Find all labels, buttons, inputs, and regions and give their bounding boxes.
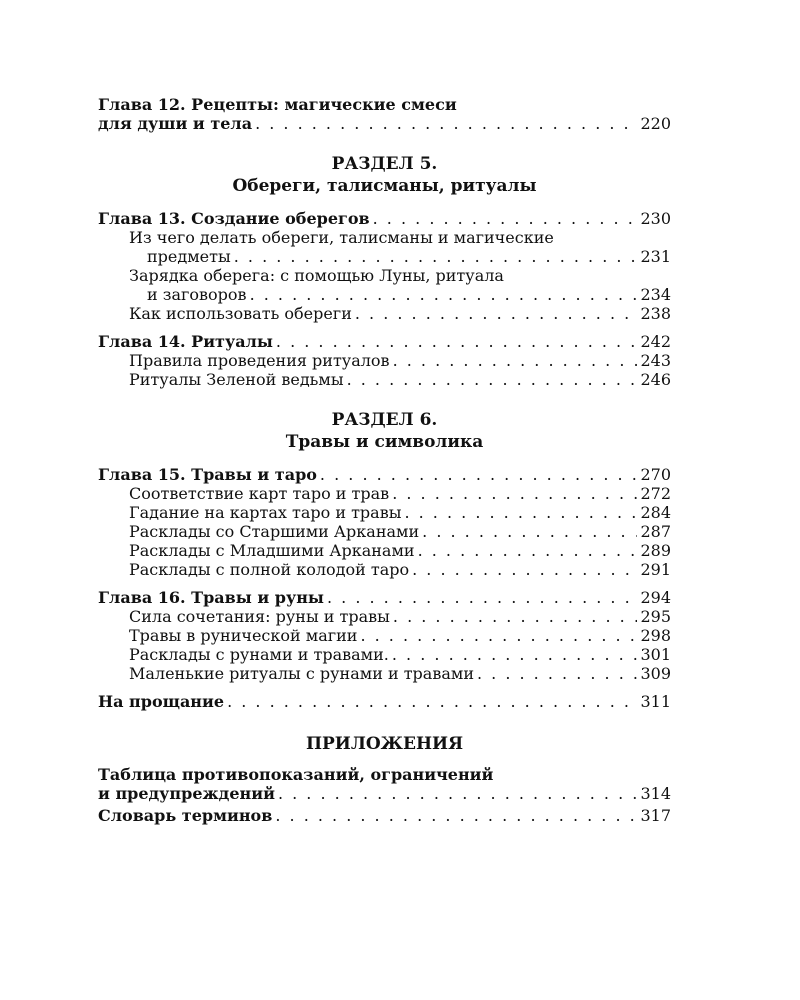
leader-dots — [347, 370, 638, 389]
chapter-title-line1: Глава 12. Рецепты: магические смеси — [98, 95, 457, 114]
chapter-title-line1: Таблица противопоказаний, ограничений — [98, 765, 494, 784]
subitem-title: Маленькие ритуалы с рунами и травами — [129, 664, 474, 683]
toc-subitem[interactable] — [98, 607, 671, 626]
spacer — [98, 579, 671, 588]
toc-subitem[interactable] — [98, 664, 671, 683]
spacer — [98, 683, 671, 692]
toc-subitem[interactable] — [98, 503, 671, 522]
leader-dots — [327, 588, 637, 607]
section-title: Травы и символика — [285, 432, 484, 452]
subitem-title: Расклады с полной колодой таро — [129, 560, 410, 579]
page-number: 246 — [640, 370, 671, 389]
leader-dots — [355, 304, 638, 323]
toc-subitem[interactable] — [98, 266, 671, 304]
chapter-title-line2-row — [98, 784, 671, 803]
page-number: 231 — [640, 247, 671, 266]
toc-subitem[interactable] — [98, 351, 671, 370]
page-number: 289 — [640, 541, 671, 560]
toc-chapter-12[interactable] — [98, 95, 671, 133]
chapter-title: Глава 16. Травы и руны — [98, 588, 324, 607]
chapter-title-line2: для души и тела — [98, 114, 253, 133]
spacer — [98, 323, 671, 332]
section-label: РАЗДЕЛ 6. — [331, 410, 438, 430]
subitem-line2-row — [129, 285, 671, 304]
page-number: 242 — [640, 332, 671, 351]
subitem-title: Правила проведения ритуалов — [129, 351, 390, 370]
chapter-title: Словарь терминов — [98, 806, 273, 825]
toc-subitem[interactable] — [98, 484, 671, 503]
toc-subitem[interactable] — [98, 560, 671, 579]
chapter-title: На прощание — [98, 692, 225, 711]
page-number: 270 — [640, 465, 671, 484]
leader-dots — [250, 285, 638, 304]
subitem-title: Травы в рунической магии — [129, 626, 358, 645]
leader-dots — [275, 806, 637, 825]
toc-subitem[interactable] — [98, 645, 671, 664]
chapter-title: Глава 15. Травы и таро — [98, 465, 317, 484]
leader-dots — [227, 692, 637, 711]
toc-appendix-glossary[interactable] — [98, 806, 671, 825]
chapter-title-line2: и предупреждений — [98, 784, 275, 803]
chapter-title: Глава 13. Создание оберегов — [98, 209, 370, 228]
page-number: 272 — [640, 484, 671, 503]
page-number: 220 — [640, 114, 671, 133]
leader-dots — [278, 784, 638, 803]
leader-dots — [392, 645, 638, 664]
page-number: 230 — [640, 209, 671, 228]
leader-dots — [373, 209, 638, 228]
leader-dots — [412, 560, 637, 579]
subitem-title-line1: Зарядка оберега: с помощью Луны, ритуала — [129, 266, 504, 285]
toc-subitem[interactable] — [98, 522, 671, 541]
subitem-title: Расклады с Младшими Арканами — [129, 541, 415, 560]
leader-dots — [234, 247, 638, 266]
leader-dots — [404, 503, 637, 522]
page-number: 295 — [640, 607, 671, 626]
leader-dots — [422, 522, 637, 541]
page-number: 238 — [640, 304, 671, 323]
toc-appendix-table[interactable] — [98, 765, 671, 803]
subitem-title: Сила сочетания: руны и травы — [129, 607, 390, 626]
toc-chapter-13[interactable] — [98, 209, 671, 228]
leader-dots — [255, 114, 637, 133]
page-number: 294 — [640, 588, 671, 607]
section-5-heading — [98, 153, 671, 197]
leader-dots — [320, 465, 638, 484]
leader-dots — [418, 541, 638, 560]
page-number: 301 — [640, 645, 671, 664]
toc-chapter-15[interactable] — [98, 465, 671, 484]
toc-subitem[interactable] — [98, 304, 671, 323]
subitem-title-line2: и заговоров — [147, 285, 247, 304]
subitem-title: Расклады со Старшими Арканами — [129, 522, 420, 541]
leader-dots — [477, 664, 637, 683]
page-number: 311 — [640, 692, 671, 711]
toc-farewell[interactable] — [98, 692, 671, 711]
page-number: 298 — [640, 626, 671, 645]
page-number: 284 — [640, 503, 671, 522]
table-of-contents — [98, 95, 671, 825]
chapter-title-line2-row — [98, 114, 671, 133]
subitem-title: Расклады с рунами и травами. — [129, 645, 389, 664]
section-label: ПРИЛОЖЕНИЯ — [305, 734, 464, 754]
page-number: 243 — [640, 351, 671, 370]
subitem-title: Гадание на картах таро и травы — [129, 503, 402, 522]
toc-chapter-14[interactable] — [98, 332, 671, 351]
toc-subitem[interactable] — [98, 541, 671, 560]
page-number: 317 — [640, 806, 671, 825]
page-number: 287 — [640, 522, 671, 541]
section-title: Обереги, талисманы, ритуалы — [232, 176, 537, 196]
subitem-title: Соответствие карт таро и трав — [129, 484, 390, 503]
page-number: 314 — [640, 784, 671, 803]
appendix-heading — [98, 733, 671, 755]
leader-dots — [392, 484, 637, 503]
subitem-title-line1: Из чего делать обереги, талисманы и магические — [129, 228, 554, 247]
leader-dots — [360, 626, 637, 645]
subitem-title: Ритуалы Зеленой ведьмы — [129, 370, 344, 389]
page-number: 291 — [640, 560, 671, 579]
toc-subitem[interactable] — [98, 370, 671, 389]
subitem-title: Как использовать обереги — [129, 304, 352, 323]
chapter-title: Глава 14. Ритуалы — [98, 332, 273, 351]
subitem-title-line2: предметы — [147, 247, 231, 266]
toc-subitem[interactable] — [98, 626, 671, 645]
page-number: 234 — [640, 285, 671, 304]
section-label: РАЗДЕЛ 5. — [331, 154, 438, 174]
toc-chapter-16[interactable] — [98, 588, 671, 607]
toc-subitem[interactable] — [98, 228, 671, 266]
leader-dots — [393, 607, 638, 626]
leader-dots — [393, 351, 638, 370]
page-number: 309 — [640, 664, 671, 683]
subitem-line2-row — [129, 247, 671, 266]
leader-dots — [276, 332, 638, 351]
section-6-heading — [98, 409, 671, 453]
